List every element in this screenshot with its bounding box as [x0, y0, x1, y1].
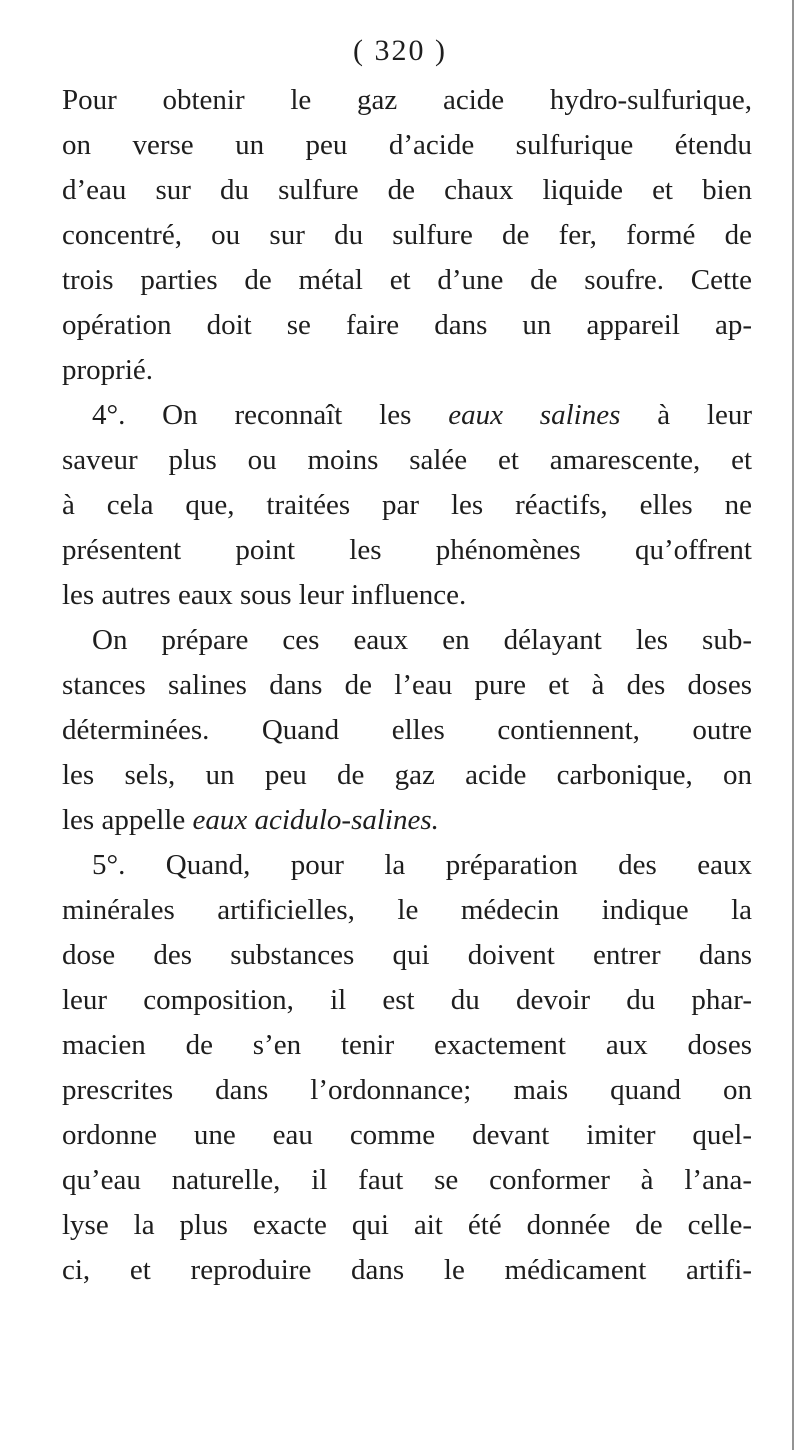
text-line: Pour obtenir le gaz acide hydro-sulfurique,: [62, 84, 752, 116]
page-number: ( 320 ): [353, 34, 447, 67]
text-fragment: à leur: [620, 399, 752, 431]
text-line: On prépare ces eaux en délayant les sub-: [92, 624, 752, 656]
text-line: leur composition, il est du devoir du phar-: [62, 984, 752, 1016]
text-line: lyse la plus exacte qui ait été donnée de celle-: [62, 1209, 752, 1241]
text-line: déterminées. Quand elles contiennent, outre: [62, 714, 752, 746]
text-line: ordonne une eau comme devant imiter quel-: [62, 1119, 752, 1151]
text-line: proprié.: [62, 354, 153, 386]
text-line: qu’eau naturelle, il faut se conformer à l’ana-: [62, 1164, 752, 1196]
text-line: prescrites dans l’ordonnance; mais quand on: [62, 1074, 752, 1106]
italic-term-eaux-salines: eaux salines: [448, 399, 621, 431]
page-edge-rule: [792, 0, 794, 1450]
text-line: les autres eaux sous leur influence.: [62, 579, 467, 611]
text-line: opération doit se faire dans un appareil ap-: [62, 309, 752, 341]
text-fragment: les appelle: [62, 804, 193, 836]
text-line: à cela que, traitées par les réactifs, elles ne: [62, 489, 752, 521]
italic-term-eaux-acidulo-salines: eaux acidulo-salines.: [192, 804, 439, 836]
paragraph-4-start: [62, 393, 752, 438]
text-line: minérales artificielles, le médecin indique la: [62, 894, 752, 926]
paragraph-5-start: 5°. Quand, pour la préparation des eaux: [92, 849, 752, 881]
text-line: les sels, un peu de gaz acide carbonique, on: [62, 759, 752, 791]
text-line: ci, et reproduire dans le médicament artifi-: [62, 1254, 752, 1286]
text-line: on verse un peu d’acide sulfurique étendu: [62, 129, 752, 161]
text-line: concentré, ou sur du sulfure de fer, formé de: [62, 219, 752, 251]
text-line: trois parties de métal et d’une de soufre. Cette: [62, 264, 752, 296]
text-line: stances salines dans de l’eau pure et à des doses: [62, 669, 752, 701]
text-fragment: 4°. On reconnaît les: [92, 399, 449, 431]
text-line: saveur plus ou moins salée et amarescente, et: [62, 444, 752, 476]
text-line: macien de s’en tenir exactement aux doses: [62, 1029, 752, 1061]
text-line: présentent point les phénomènes qu’offrent: [62, 534, 752, 566]
body-text: [62, 78, 752, 1293]
text-line: d’eau sur du sulfure de chaux liquide et bien: [62, 174, 752, 206]
text-line: [62, 798, 752, 843]
text-line: dose des substances qui doivent entrer dans: [62, 939, 752, 971]
